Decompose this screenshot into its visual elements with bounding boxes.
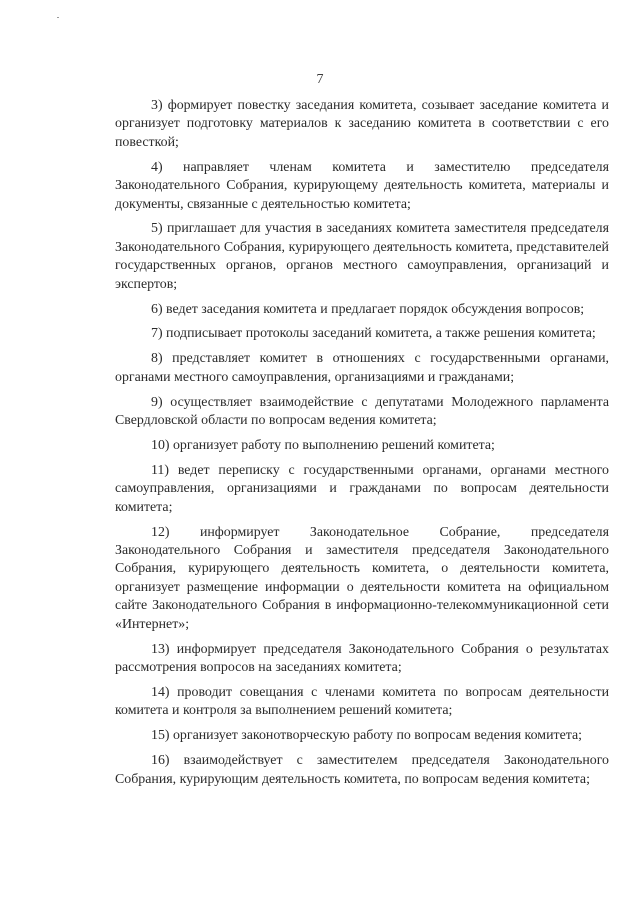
body-text (115, 97, 609, 795)
paragraph-item-16: 16) взаимодействует с заместителем председателя Законодательного Собрания, курирующим деятельность комитета, по вопросам ведения комитета; (115, 753, 609, 787)
paragraph-item-8: 8) представляет комитет в отношениях с государственными органами, органами местного самоуправления, организациями и гражданами; (115, 351, 609, 385)
paragraph-item-10: 10) организует работу по выполнению решений комитета; (151, 438, 495, 453)
paragraph-item-12: 12) информирует Законодательное Собрание, председателя Законодательного Собрания и заместителя председателя Законодательного Собрания, курирующего деятельность комитета, о деятельности комитета, организует размещение информации о деятельности комитета на официальном сайте Законодательного Собрания в информационно-телекоммуникационной сети «Интернет»; (115, 524, 609, 632)
paragraph-item-9: 9) осуществляет взаимодействие с депутатами Молодежного парламента Свердловской области по вопросам ведения комитета; (115, 394, 609, 429)
paragraph-item-14: 14) проводит совещания с членами комитета по вопросам деятельности комитета и контроля за выполнением решений комитета; (115, 684, 609, 719)
page-number: 7 (316, 72, 324, 87)
scan-speck (57, 17, 59, 18)
paragraph-item-13: 13) информирует председателя Законодательного Собрания о результатах рассмотрения вопросов на заседаниях комитета; (115, 641, 609, 675)
paragraph-item-15: 15) организует законотворческую работу по вопросам ведения комитета; (151, 728, 583, 744)
paragraph-item-4: 4) направляет членам комитета и заместителю председателя Законодательного Собрания, курирующему деятельность комитета, материалы и документы, связанные с деятельностью комитета; (115, 159, 609, 212)
paragraph-item-5: 5) приглашает для участия в заседаниях комитета заместителя председателя Законодательного Собрания, курирующего деятельность комитета, представителей государственных органов, органов местного самоуправления, организаций и экспертов; (115, 221, 609, 292)
paragraph-item-3: 3) формирует повестку заседания комитета, созывает заседание комитета и организует подготовку материалов к заседанию комитета в соответствии с его повесткой; (115, 98, 609, 150)
paragraph-item-11: 11) ведет переписку с государственными органами, органами местного самоуправления, организациями и гражданами по вопросам деятельности комитета; (115, 462, 609, 515)
paragraph-item-6: 6) ведет заседания комитета и предлагает порядок обсуждения вопросов; (151, 301, 585, 317)
paragraph-item-7: 7) подписывает протоколы заседаний комитета, а также решения комитета; (151, 326, 596, 342)
